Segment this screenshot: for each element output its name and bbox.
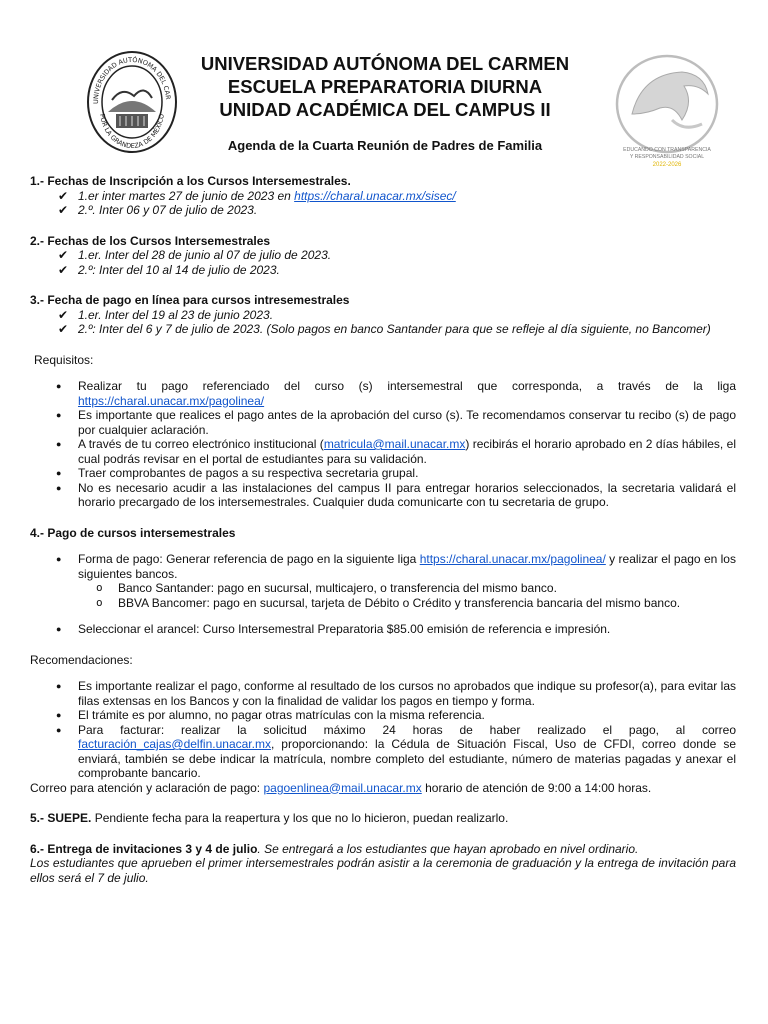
sisec-link[interactable]: https://charal.unacar.mx/sisec/: [294, 188, 456, 203]
list-item: ✔ 2.º: Inter del 10 al 14 de julio de 2023.: [78, 263, 736, 278]
campus-dolphin-logo: [612, 54, 722, 172]
list-item: ✔ 2.º: Inter del 6 y 7 de julio de 2023. (Solo pagos en banco Santander para que se refleje al día siguiente, no Bancomer): [78, 322, 736, 337]
section-5-title: 5.- SUEPE.: [30, 811, 92, 825]
list-item: ● No es necesario acudir a las instalaciones del campus II para entregar horarios seleccionados, la secretaria validará el horario precargado de los intersemestrales. Cualquier duda comunicarte con tu secretaria de grupo.: [78, 481, 736, 510]
list-item: [78, 552, 736, 610]
contact-pre: Correo para atención y aclaración de pago:: [30, 780, 264, 795]
agenda-title: Agenda de la Cuarta Reunión de Padres de Familia: [227, 138, 543, 153]
section-4-list: [30, 552, 736, 610]
section-6-title: 6.- Entrega de invitaciones 3 y 4 de julio: [30, 841, 258, 856]
campus-name: UNIDAD ACADÉMICA DEL CAMPUS II: [219, 99, 551, 120]
list-item: ✔ 2.º. Inter 06 y 07 de julio de 2023.: [78, 203, 736, 218]
requisitos-label: Requisitos:: [34, 352, 94, 367]
requisitos-list: [30, 379, 736, 510]
school-name: ESCUELA PREPARATORIA DIURNA: [227, 76, 543, 97]
document-body: [30, 174, 736, 885]
section-1-list: [30, 189, 736, 218]
req-b1-text: Realizar tu pago referenciado del curso (s) intersemestral que corresponda, a través de la liga: [78, 379, 736, 393]
recomendaciones-list: [30, 679, 736, 781]
seal-top-text: UNIVERSIDAD AUTÓNOMA DEL CAR: [91, 55, 172, 105]
list-item: [78, 723, 736, 781]
s4-b1-pre: Forma de pago: Generar referencia de pago en la siguiente liga: [78, 552, 420, 566]
s4-b1-post: y realizar el pago en los siguientes bancos.: [78, 552, 736, 581]
right-logo-years: 2022-2026: [652, 162, 682, 168]
list-item: [78, 437, 736, 466]
list-item: ● Es importante que realices el pago antes de la aprobación del curso (s). Te recomendamos conservar tu recibo (s) de pago por cualquier aclaración.: [78, 408, 736, 437]
section-4-list-2: [30, 622, 736, 637]
list-item: ✔ 1.er. Inter del 28 de junio al 07 de julio de 2023.: [78, 248, 736, 263]
section-6: [30, 842, 736, 857]
s1-item1-text: 1.er inter martes 27 de junio de 2023 en: [78, 188, 295, 203]
contact-line: [30, 781, 736, 796]
right-logo-line2: Y RESPONSABILIDAD SOCIAL: [629, 154, 705, 160]
req-b3-post: ) recibirás el horario aprobado en 2 días hábiles, el cual podrás revisar en el portal de estudiantes para su validación.: [78, 437, 736, 466]
pagolinea-link-2[interactable]: https://charal.unacar.mx/pagolinea/: [419, 552, 606, 566]
section-4-title: 4.- Pago de cursos intersemestrales: [30, 525, 236, 540]
recomendaciones-label: Recomendaciones:: [30, 652, 133, 667]
section-3-title: 3.- Fecha de pago en línea para cursos intresemestrales: [30, 293, 350, 307]
section-3-list: [30, 308, 736, 337]
matricula-email-link[interactable]: matricula@mail.unacar.mx: [323, 437, 466, 451]
list-item: ● El trámite es por alumno, no pagar otras matrículas con la misma referencia.: [78, 708, 736, 723]
section-2-list: [30, 248, 736, 277]
req-b3-pre: A través de tu correo electrónico institucional (: [78, 437, 324, 451]
contact-post: horario de atención de 9:00 a 14:00 horas.: [421, 780, 652, 795]
list-item: [78, 189, 736, 204]
list-item: o Banco Santander: pago en sucursal, multicajero, o transferencia del mismo banco.: [118, 581, 736, 596]
university-name: UNIVERSIDAD AUTÓNOMA DEL CARMEN: [200, 53, 570, 74]
section-6-text: . Se entregará a los estudiantes que hayan aprobado en nivel ordinario.: [257, 841, 639, 856]
section-1-title: 1.- Fechas de Inscripción a los Cursos Intersemestrales.: [30, 174, 351, 188]
section-6-paragraph: Los estudiantes que aprueben el primer intersemestrales podrán asistir a la ceremonia de graduación y la entrega de invitación para ellos será el 7 de julio.: [30, 856, 736, 885]
section-5: [30, 811, 736, 826]
list-item: [78, 379, 736, 408]
list-item: ✔ 1.er. Inter del 19 al 23 de junio 2023.: [78, 308, 736, 323]
section-2-title: 2.- Fechas de los Cursos Intersemestrales: [30, 233, 271, 248]
right-logo-line1: EDUCANDO CON TRANSPARENCIA: [623, 147, 711, 153]
banks-list: [78, 581, 736, 610]
facturacion-email-link[interactable]: facturación_cajas@delfin.unacar.mx: [78, 737, 271, 751]
list-item: ● Seleccionar el arancel: Curso Intersemestral Preparatoria $85.00 emisión de referencia e impresión.: [78, 622, 736, 637]
list-item: ● Traer comprobantes de pagos a su respectiva secretaria grupal.: [78, 466, 736, 481]
document-header: [160, 52, 610, 154]
section-5-text: Pendiente fecha para la reapertura y los que no lo hicieron, puedan realizarlo.: [91, 811, 509, 825]
rec-b3-post: , proporcionando: la Cédula de Situación Fiscal, Uso de CFDI, correo donde se enviará, también se debe indicar la matrícula, nombre completo del estudiante, número de materias pagadas y anexar el comprobante bancario.: [78, 737, 736, 780]
pagoenlinea-email-link[interactable]: pagoenlinea@mail.unacar.mx: [263, 780, 422, 795]
list-item: ● Es importante realizar el pago, conforme al resultado de los cursos no aprobados que indique su profesor(a), para evitar las filas extensas en los Bancos y con la finalidad de validar los pagos en tiempo y forma.: [78, 679, 736, 708]
pagolinea-link[interactable]: https://charal.unacar.mx/pagolinea/: [78, 393, 265, 408]
list-item: o BBVA Bancomer: pago en sucursal, tarjeta de Débito o Crédito y transferencia bancaria del mismo banco.: [118, 596, 736, 611]
rec-b3-pre: Para facturar: realizar la solicitud máximo 24 horas de haber realizado el pago, al correo: [78, 722, 736, 737]
seal-bottom-text: POR LA GRANDEZA DE MÉXICO: [98, 113, 166, 151]
